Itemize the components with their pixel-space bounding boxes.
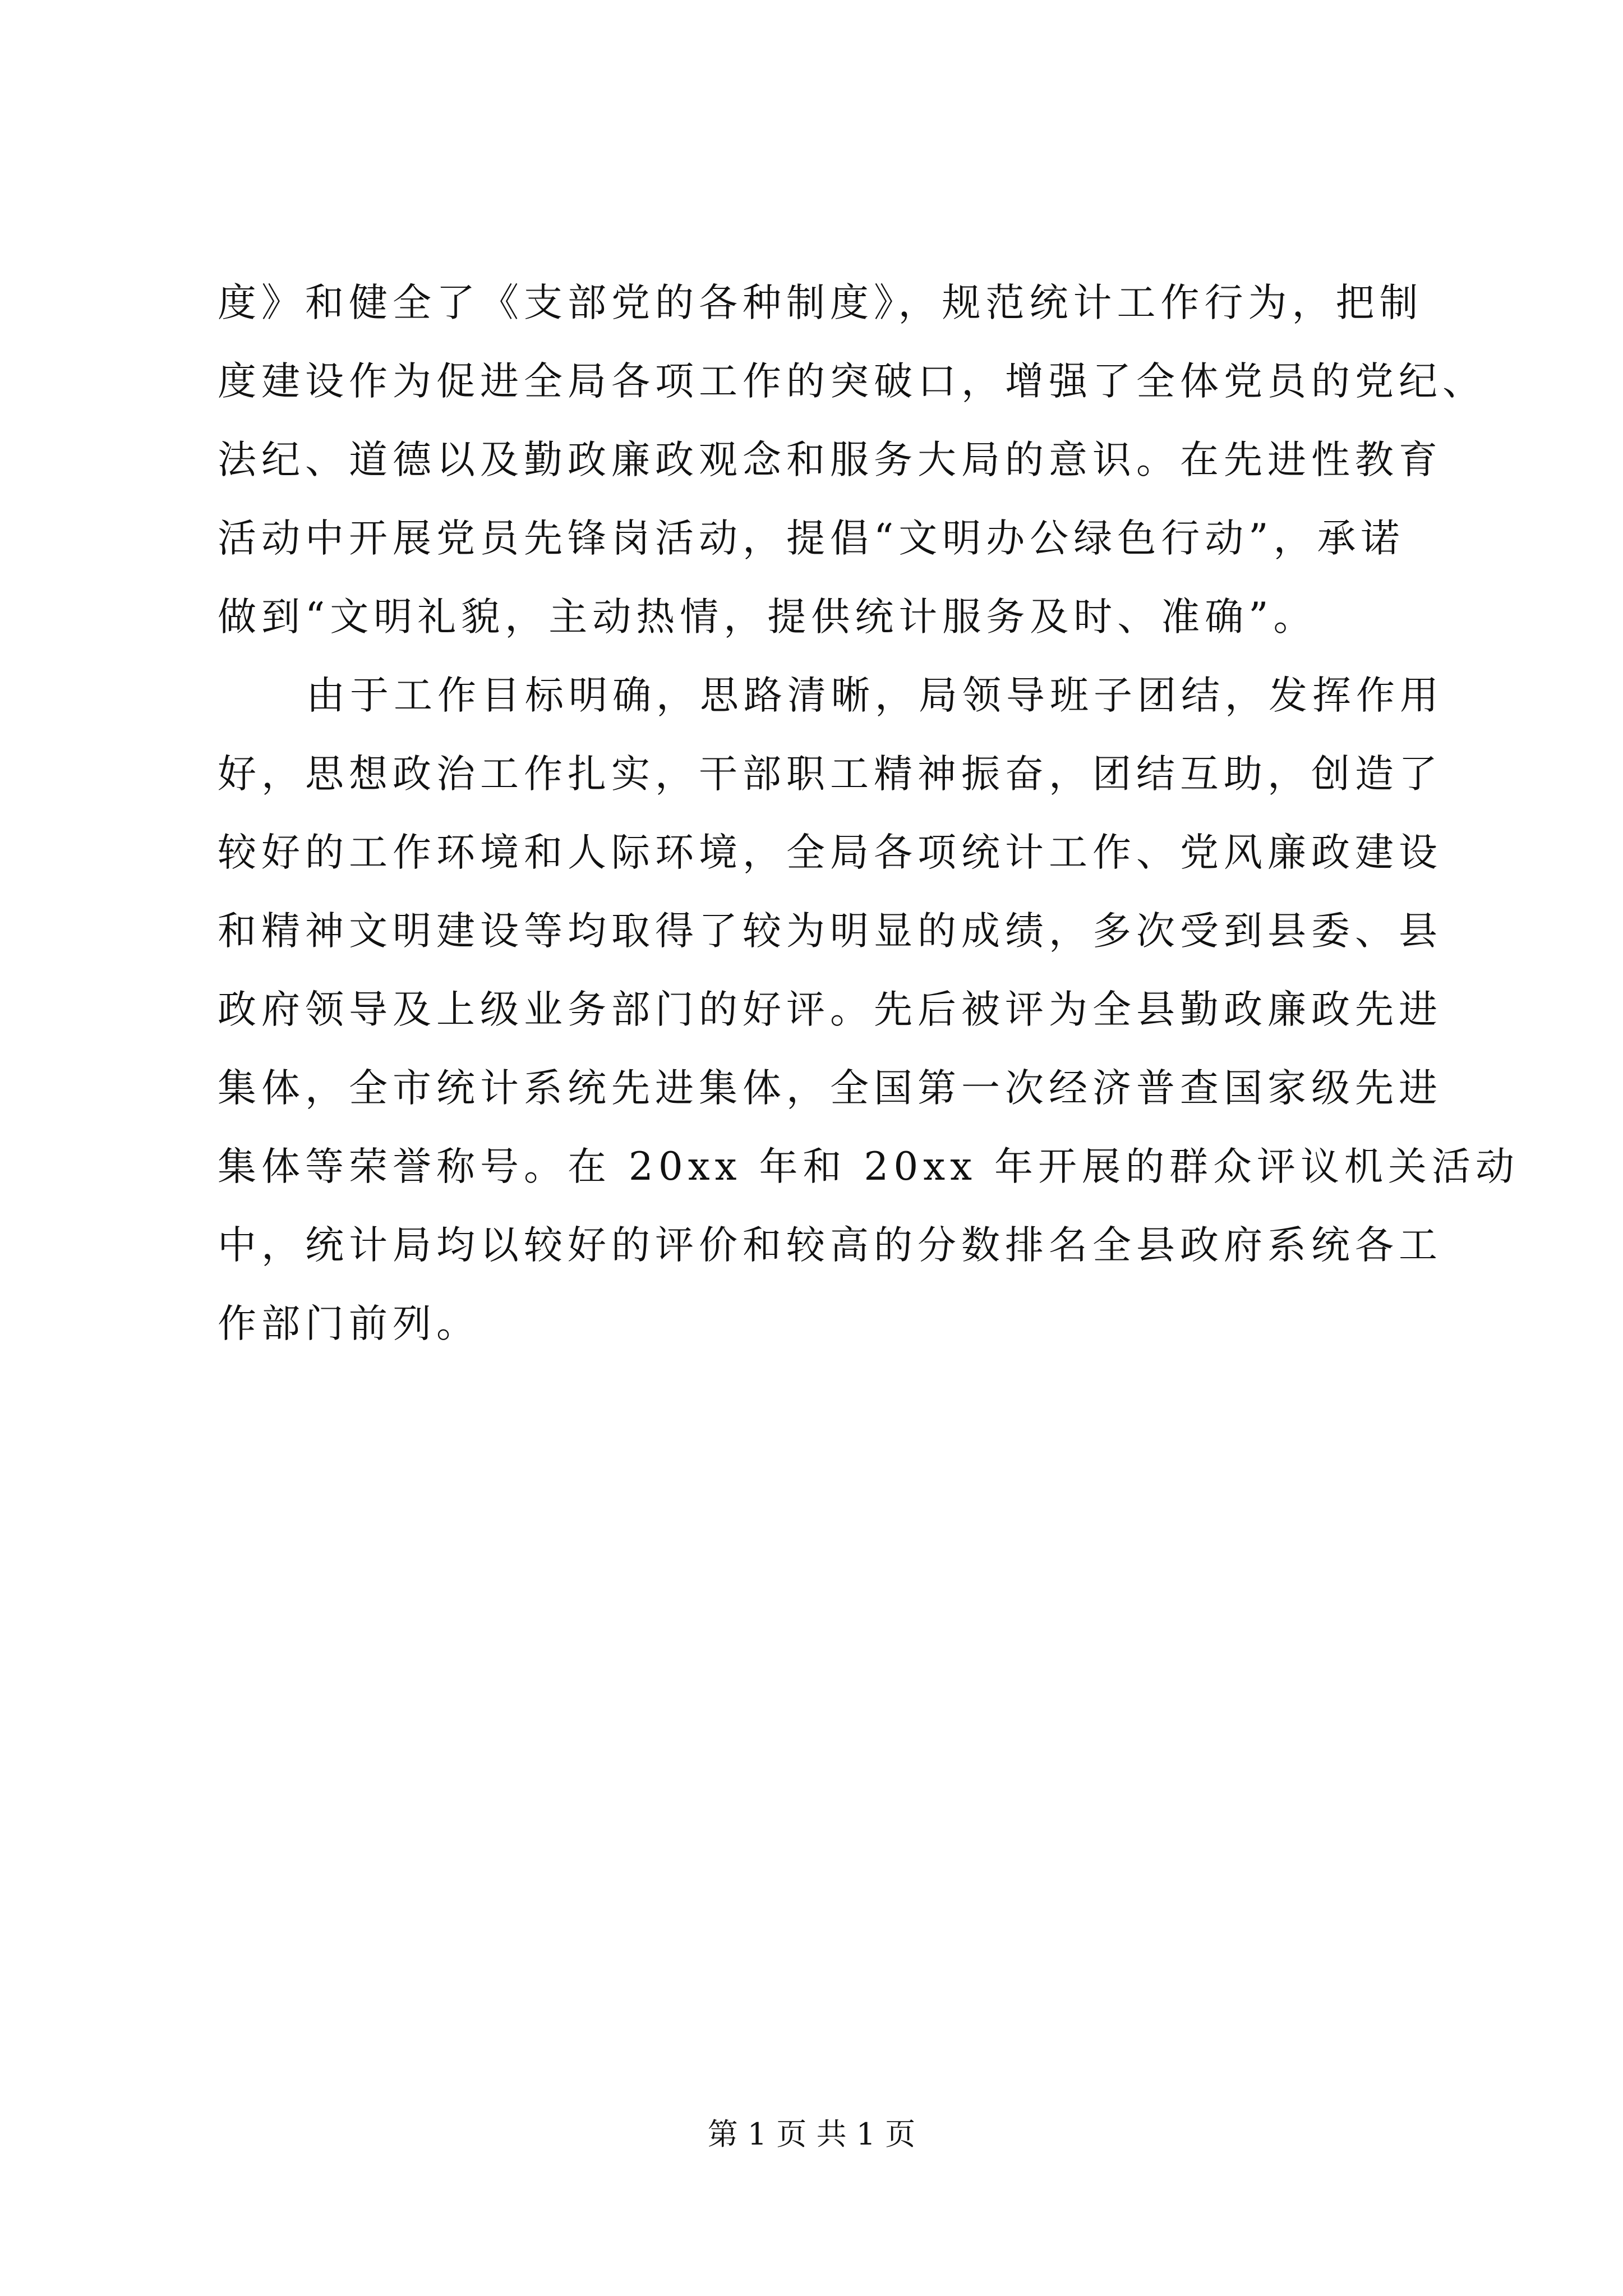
text-line: 好，思想政治工作扎实，干部职工精神振奋，团结互助，创造了 <box>218 752 1442 797</box>
page-footer <box>0 2115 1623 2154</box>
paragraph-1 <box>218 264 1486 656</box>
document-body <box>218 264 1519 1363</box>
text-line: 集体等荣誉称号。在 20xx 年和 20xx 年开展的群众评议机关活动 <box>218 1144 1519 1189</box>
text-line: 度》和健全了《支部党的各种制度》，规范统计工作行为，把制 <box>218 280 1423 325</box>
text-line: 政府领导及上级业务部门的好评。先后被评为全县勤政廉政先进 <box>218 987 1442 1032</box>
text-line: 做到“文明礼貌，主动热情，提供统计服务及时、准确”。 <box>218 595 1317 639</box>
text-line: 活动中开展党员先锋岗活动，提倡“文明办公绿色行动”，承诺 <box>218 516 1405 561</box>
text-line: 作部门前列。 <box>218 1301 480 1346</box>
text-line: 集体，全市统计系统先进集体，全国第一次经济普查国家级先进 <box>218 1066 1442 1111</box>
paragraph-2 <box>218 656 1519 1363</box>
text-line: 和精神文明建设等均取得了较为明显的成绩，多次受到县委、县 <box>218 909 1442 954</box>
text-line: 法纪、道德以及勤政廉政观念和服务大局的意识。在先进性教育 <box>218 438 1442 482</box>
text-line: 度建设作为促进全局各项工作的突破口，增强了全体党员的党纪、 <box>218 359 1486 404</box>
page-number-label: 第 1 页 共 1 页 <box>707 2116 916 2152</box>
text-line: 较好的工作环境和人际环境，全局各项统计工作、党风廉政建设 <box>218 830 1442 875</box>
text-line: 中，统计局均以较好的评价和较高的分数排名全县政府系统各工 <box>218 1223 1442 1268</box>
text-line-indented: 由于工作目标明确，思路清晰，局领导班子团结，发挥作用 <box>306 673 1444 718</box>
